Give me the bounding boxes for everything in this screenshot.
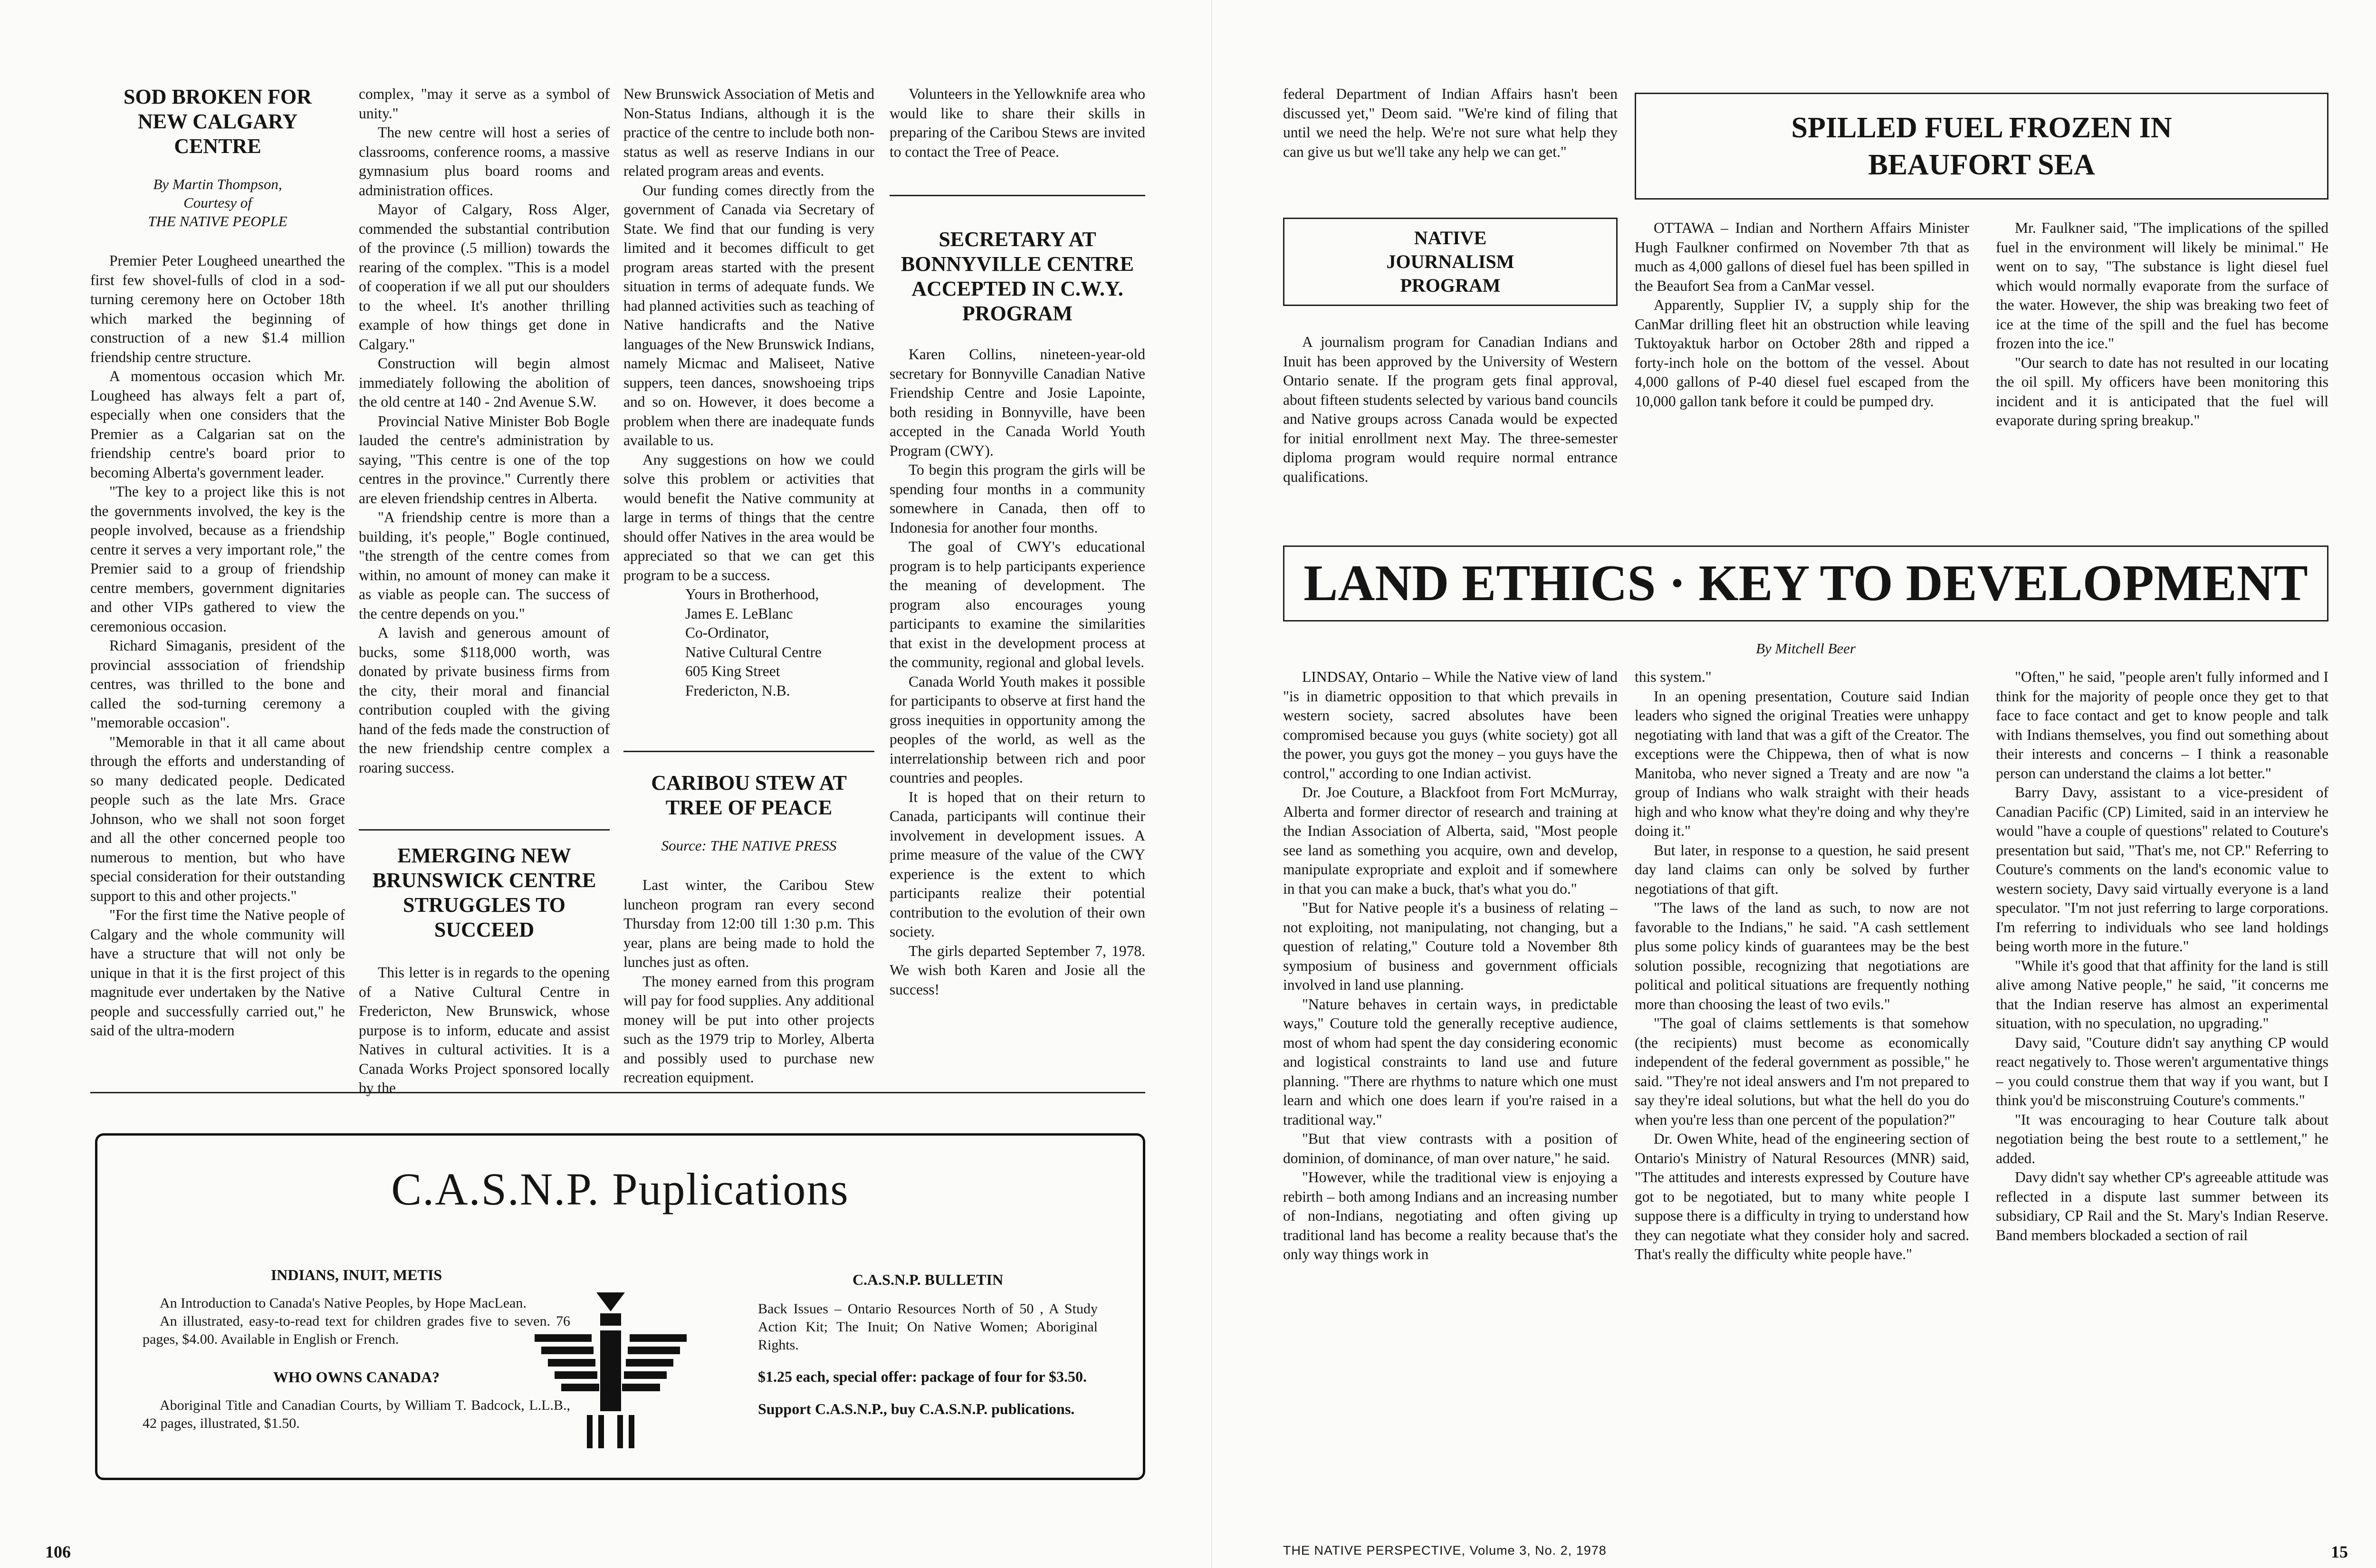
- paragraph: Barry Davy, assistant to a vice-president of Canadian Pacific (CP) Limited, said in an interview he would "have a couple of questions" related to Couture's presentation but said, "That's me, not CP." Referring to Couture's comments on the land's economic value to western society, Davy said virtually everyone is a land speculator. "I'm not just referring to large corporations. I'm referring to individuals who see land holdings being worth more in the future.": [1996, 784, 2328, 955]
- byline-author: By Mitchell Beer: [1755, 640, 1856, 657]
- paragraph: LINDSAY, Ontario – While the Native view of land "is in diametric opposition to that which prevails in western society, sacred absolutes have been compromised because you guys (white society) got all the power, you guys got the money – you guys have the control," according to one Indian activist.: [1283, 669, 1618, 782]
- headline-secretary: SECRETARY AT BONNYVILLE CENTRE ACCEPTED IN C.W.Y. PROGRAM: [901, 228, 1134, 325]
- paragraph: Provincial Native Minister Bob Bogle lauded the centre's administration by saying, "This centre is one of the top centres in the province." Currently there are eleven friendship centres in Alberta.: [359, 412, 610, 507]
- ad-paragraph: An Introduction to Canada's Native Peoples, by Hope MacLean.: [160, 1295, 527, 1311]
- body-text: [1996, 219, 2328, 430]
- paragraph: But later, in response to a question, he said present day land claims can only be solved by further negotiations of that gift.: [1635, 841, 1969, 897]
- body-text: [1635, 219, 1969, 411]
- divider: [623, 751, 874, 752]
- paragraph: Mr. Faulkner said, "The implications of the spilled fuel in the environment will likely be minimal." He went on to say, "The substance is light diesel fuel which would normally evaporate from the surface of the water. However, the ship was breaking two feet of ice at the time of the spill and the fuel has become frozen into the ice.": [1996, 220, 2328, 352]
- headline-text: SPILLED FUEL FROZEN IN BEAUFORT SEA: [1791, 111, 2172, 181]
- paragraph: "However, while the traditional view is enjoying a rebirth – both among Indians and an increasing number of non-Indians, negotiating and often giving up traditional land has become a reality because that's the only way things work in: [1283, 1169, 1618, 1262]
- paragraph: Davy didn't say whether CP's agreeable attitude was reflected in a dispute last summer between its subsidiary, CP Rail and the St. Mary's Indian Reserve. Band members blockaded a section of rail: [1996, 1169, 2328, 1243]
- ad-paragraph: Back Issues – Ontario Resources North of 50 , A Study Action Kit; The Inuit; On Native Women; Aboriginal Rights.: [758, 1301, 1098, 1353]
- paragraph: In an opening presentation, Couture said Indian leaders who signed the original Treaties were unhappy negotiating with land that was a gift of the Creator. The exceptions were the Chippewa, then of what is now Manitoba, who never signed a Treaty and are now "a group of Indians who walk straight with their heads high and who know what they're doing and why they're doing it.": [1635, 688, 1969, 839]
- paragraph: Mayor of Calgary, Ross Alger, commended the substantial contribution of the province (.5 million) towards the rearing of the complex. "This is a model of cooperation if we all put our shoulders to the wheel. It's another thrilling example of how things get done in Calgary.": [359, 201, 610, 353]
- paragraph: Dr. Owen White, head of the engineering section of Ontario's Ministry of Natural Resources (MNR) said, "The attitudes and interests expressed by Couture have got to be negotiated, but to many white people I suppose there is a difficulty in trying to understand how they can negotiate what they consider holy and sacred. That's really the difficulty white people have.": [1635, 1130, 1969, 1262]
- column-2: [359, 85, 610, 777]
- paragraph: Dr. Joe Couture, a Blackfoot from Fort McMurray, Alberta and former director of research and training at the Indian Association of Alberta, said, "Most people see land as something you acquire, own and develop, manipulate expropriate and exploit and if somewhere in that you can make a buck, that's what you do.": [1283, 784, 1618, 897]
- paragraph: The money earned from this program will pay for food supplies. Any additional money will be put into other projects such as the 1979 trip to Morley, Alberta and possibly used to purchase new recreation equipment.: [623, 973, 874, 1086]
- paragraph: Richard Simaganis, president of the provincial asssociation of friendship centres, was thrilled to the bone and called the sod-turning ceremony a "memorable occasion".: [90, 637, 345, 731]
- body-text: [1283, 668, 1618, 1264]
- ad-text: [758, 1300, 1098, 1418]
- paragraph: this system.": [1635, 669, 1712, 685]
- paragraph: "It was encouraging to hear Couture talk about negotiation being the best route to a settlement," he added.: [1996, 1111, 2328, 1166]
- article-caribou: [623, 771, 874, 1088]
- right-page: [1212, 0, 2376, 1568]
- body-text: [890, 345, 1145, 999]
- headline-caribou: CARIBOU STEW AT TREE OF PEACE: [651, 771, 847, 819]
- article-fuel-col2: [1996, 219, 2328, 430]
- paragraph: "A friendship centre is more than a building, it's people," Bogle continued, "the strength of the centre comes from within, no amount of money can make it as viable as people can. The success of the centre depends on you.": [359, 509, 610, 622]
- paragraph: "Nature behaves in certain ways, in predictable ways," Couture told the generally receptive audience, most of whom had spent the day considering economic and logistical constraints to land use and future planning. "There are rhythms to nature which one must learn and which one does learn if you're raised in a traditional way.": [1283, 995, 1618, 1128]
- headline-emerging: EMERGING NEW BRUNSWICK CENTRE STRUGGLES TO SUCCEED: [372, 844, 596, 941]
- article-land-col2: [1635, 668, 1969, 1264]
- paragraph: It is hoped that on their return to Canada, participants will continue their involvement in development issues. A prime measure of the value of the CWY experience is the extent to which participants realize their potential contribution to the evolution of their own society.: [890, 788, 1145, 940]
- letter-signature: [623, 585, 874, 700]
- headline-sod-broken: SOD BROKEN FOR NEW CALGARY CENTRE: [123, 85, 312, 158]
- body-text: [359, 963, 610, 1098]
- footer-publication: THE NATIVE PERSPECTIVE, Volume 3, No. 2, 1978: [1283, 1543, 1607, 1558]
- ad-paragraph: An illustrated, easy-to-read text for children grades five to seven. 76 pages, $4.00. Available in English or French.: [143, 1313, 570, 1347]
- article-fuel-col1: [1635, 219, 1969, 411]
- paragraph: Last winter, the Caribou Stew luncheon program ran every second Thursday from 12:00 till 1:30 p.m. This year, plans are being made to hold the lunches just as often.: [623, 877, 874, 970]
- body-text: [359, 85, 610, 777]
- headline-journalism: [1283, 218, 1618, 306]
- ad-text: [143, 1396, 570, 1433]
- page-number: 15: [2331, 1542, 2348, 1561]
- paragraph: "For the first time the Native people of Calgary and the whole community will have a structure that will not only be unique in that it is the first project of this magnitude ever undertaken by the Native people and successfully carried out," he said of the ultra-modern: [90, 907, 345, 1039]
- paragraph: A journalism program for Canadian Indians and Inuit has been approved by the University of Western Ontario senate. If the program gets final approval, about fifteen students selected by various band councils and Native groups across Canada would be expected for initial enrollment next May. The three-semester diploma program would require normal entrance qualifications.: [1283, 334, 1618, 485]
- paragraph: "Our search to date has not resulted in our locating the oil spill. My officers have been monitoring this incident and it is anticipated that the fuel will evaporate during spring breakup.": [1996, 354, 2328, 429]
- ad-support: Support C.A.S.N.P., buy C.A.S.N.P. publications.: [758, 1400, 1075, 1417]
- paragraph: Davy said, "Couture didn't say anything CP would react negatively to. Those weren't argumentative things – you could construe them that way if you want, but I think you'd be misconstruing Couture's comments.": [1996, 1034, 2328, 1109]
- ad-heading-indians: INDIANS, INUIT, METIS: [270, 1266, 442, 1283]
- body-text: [890, 85, 1145, 162]
- byline-source: THE NATIVE PEOPLE: [148, 213, 287, 229]
- paragraph: federal Department of Indian Affairs hasn't been discussed yet," Deom said. "We're kind of filing that until we need the help. We're not sure what help they can give us but we'll take any help we can get.": [1283, 86, 1618, 160]
- ad-heading-bulletin: C.A.S.N.P. BULLETIN: [852, 1271, 1004, 1288]
- paragraph: James E. LeBlanc: [685, 605, 793, 622]
- article-continued: [1283, 85, 1618, 162]
- headline-land-ethics: [1283, 545, 2328, 621]
- paragraph: Our funding comes directly from the government of Canada via Secretary of State. We find that our funding is very limited and it becomes difficult to get program areas started with the present situation in terms of adequate funds. We had planned activities such as teaching of Native handicrafts and the Native languages of the New Brunswick Indians, namely Micmac and Maliseet, Native suppers, teen dances, snowshoeing trips and so on. However, it does become a problem when there are inadequate funds available to us.: [623, 182, 874, 449]
- article-land-col3: [1996, 668, 2328, 1245]
- paragraph: 605 King Street: [685, 663, 780, 679]
- paragraph: Premier Peter Lougheed unearthed the first few shovel-fulls of clod in a sod-turning ceremony here on October 18th which marked the beginning of construction of a new $1.4 million friendship centre structure.: [90, 252, 345, 365]
- body-text: [90, 251, 345, 1041]
- body-text: [1996, 668, 2328, 1245]
- body-text: [623, 85, 874, 585]
- ad-text: [143, 1294, 570, 1348]
- paragraph: Co-Ordinator,: [685, 624, 769, 641]
- body-text: [623, 876, 874, 1088]
- paragraph: "Often," he said, "people aren't fully informed and I think for the majority of people once they get to that face to face contact and get to know people and talk with Indians themselves, you find out something about their interests and concerns – I think a reasonable person can understand the claims a lot better.": [1996, 669, 2328, 782]
- article-secretary: [890, 227, 1145, 999]
- paragraph: "The laws of the land as such, to now are not favorable to the Indians," he said. "A cash settlement plus some policy kinds of guarantees may be the best solution possible, recognizing that negotiations are political and political situations are frequently nothing more than choosing the least of two evils.": [1635, 899, 1969, 1013]
- ad-heading-who-owns: WHO OWNS CANADA?: [273, 1368, 440, 1386]
- article-journalism: [1283, 333, 1618, 487]
- article-sod-broken: [90, 85, 345, 1041]
- column-4: [890, 85, 1145, 162]
- paragraph: OTTAWA – Indian and Northern Affairs Minister Hugh Faulkner confirmed on November 7th that as much as 4,000 gallons of diesel fuel has been spilled in the Beaufort Sea from a CanMar vessel.: [1635, 220, 1969, 294]
- headline-text: NATIVE JOURNALISM PROGRAM: [1386, 227, 1514, 296]
- article-land-col1: [1283, 668, 1618, 1264]
- column-3: [623, 85, 874, 700]
- paragraph: Karen Collins, nineteen-year-old secretary for Bonnyville Canadian Native Friendship Centre and Josie Lapointe, both residing in Bonnyville, have been accepted in the Canada World Youth Program (CWY).: [890, 346, 1145, 459]
- paragraph: The girls departed September 7, 1978. We wish both Karen and Josie all the success!: [890, 942, 1145, 998]
- ad-title: C.A.S.N.P. Puplications: [391, 1164, 849, 1214]
- ad-offer: $1.25 each, special offer: package of four for $3.50.: [758, 1368, 1087, 1385]
- source-line: Source: THE NATIVE PRESS: [661, 837, 837, 854]
- headline-text: LAND ETHICS · KEY TO DEVELOPMENT: [1303, 555, 2308, 612]
- ad-right-column: [758, 1271, 1098, 1418]
- paragraph: This letter is in regards to the opening of a Native Cultural Centre in Fredericton, New Brunswick, whose purpose is to inform, educate and assist Natives in cultural activities. It is a Canada Works Project sponsored locally by the: [359, 964, 610, 1096]
- paragraph: The new centre will host a series of classrooms, conference rooms, a massive gymnasium plus board rooms and administration offices.: [359, 124, 610, 199]
- paragraph: A momentous occasion which Mr. Lougheed has always felt a part of, especially when one considers that the Premier as a Calgarian sat on the friendship centre's board prior to becoming Alberta's government leader.: [90, 368, 345, 481]
- paragraph: To begin this program the girls will be spending four months in a community somewhere in Canada, then off to Indonesia for another four months.: [890, 461, 1145, 536]
- paragraph: "Memorable in that it all came about through the efforts and understanding of so many dedicated people. Dedicated people such as the late Mrs. Grace Johnson, who we shall not soon forget and all the other concerned people too numerous to mention, but who have special consideration for their outstanding support to this and other projects.": [90, 733, 345, 904]
- paragraph: Canada World Youth makes it possible for participants to observe at first hand the gross inequities in opportunity among the peoples of the world, as well as the interrelationship between rich and poor countries and peoples.: [890, 673, 1145, 786]
- paragraph: complex, "may it serve as a symbol of unity.": [359, 86, 610, 122]
- thunderbird-emblem-icon: [535, 1292, 687, 1449]
- paragraph: "The goal of claims settlements is that somehow (the recipients) must become as economically independent of the federal government as possible," he said. "They're not ideal answers and I'm not prepared to say they're ideal solutions, but what the hell do you do when you're less than one percent of the population?": [1635, 1015, 1969, 1128]
- ad-left-column: [143, 1266, 570, 1433]
- paragraph: New Brunswick Association of Metis and Non-Status Indians, although it is the practice of the centre to include both non-status as well as reserve Indians in our related program areas and events.: [623, 86, 874, 179]
- article-emerging: [359, 843, 610, 1098]
- divider: [890, 195, 1145, 196]
- paragraph: "But for Native people it's a business of relating – not exploiting, not manipulating, not changing, but a question of relating," Couture told a November 8th symposium of business and government officials involved in land use planning.: [1283, 899, 1618, 993]
- paragraph: Volunteers in the Yellowknife area who would like to share their skills in preparing of the Caribou Stews are invited to contact the Tree of Peace.: [890, 86, 1145, 160]
- paragraph: Any suggestions on how we could solve this problem or activities that would benefit the Native community at large in terms of things that the centre should offer Natives in the area would be appreciated so that we can get this program to be a success.: [623, 451, 874, 583]
- paragraph: Construction will begin almost immediately following the abolition of the old centre at 140 - 2nd Avenue S.W.: [359, 355, 610, 410]
- body-text: [1635, 668, 1969, 1264]
- paragraph: Fredericton, N.B.: [685, 682, 790, 699]
- byline-courtesy: Courtesy of: [183, 194, 252, 211]
- paragraph: Native Cultural Centre: [685, 643, 822, 660]
- page-number: 106: [45, 1542, 71, 1561]
- paragraph: Apparently, Supplier IV, a supply ship for the CanMar drilling fleet hit an obstruction while leaving Tuktoyaktuk harbor on October 28th and ripped a forty-inch hole on the bottom of the vessel. About 4,000 gallons of P-40 diesel fuel escaped from the 10,000 gallon tank before it could be pumped dry.: [1635, 296, 1969, 410]
- ad-paragraph: Aboriginal Title and Canadian Courts, by William T. Badcock, L.L.B., 42 pages, illustrated, $1.50.: [143, 1397, 570, 1431]
- divider: [90, 1092, 1145, 1093]
- paragraph: Yours in Brotherhood,: [685, 586, 819, 602]
- paragraph: A lavish and generous amount of bucks, some $118,000 worth, was donated by private business firms from the city, their moral and financial contribution coupled with the giving hand of the feds made the construction of the new friendship centre complex a roaring success.: [359, 624, 610, 776]
- paragraph: The goal of CWY's educational program is to help participants experience the meaning of development. The program also encourages young participants to examine the similarities that exist in the development process at the community, regional and global levels.: [890, 538, 1145, 670]
- divider: [359, 829, 610, 831]
- paragraph: "The key to a project like this is not the governments involved, the key is the people involved, because as a friendship centre it serves a very important role," the Premier said to a group of friendship centre members, government dignitaries and other VIPs gathered to view the ceremonious occasion.: [90, 483, 345, 635]
- paragraph: "But that view contrasts with a position of dominion, of dominance, of man over nature," he said.: [1283, 1130, 1618, 1166]
- casnp-publications-ad: [95, 1133, 1145, 1480]
- body-text: [1283, 333, 1618, 487]
- paragraph: "While it's good that that affinity for the land is still alive among Native people," he said, "it concerns me that the Indian reserve has almost an experimental situation, with no speculation, no upgrading.": [1996, 957, 2328, 1032]
- headline-fuel: [1635, 93, 2328, 200]
- byline-author: By Martin Thompson,: [153, 176, 282, 192]
- body-text: [1283, 85, 1618, 162]
